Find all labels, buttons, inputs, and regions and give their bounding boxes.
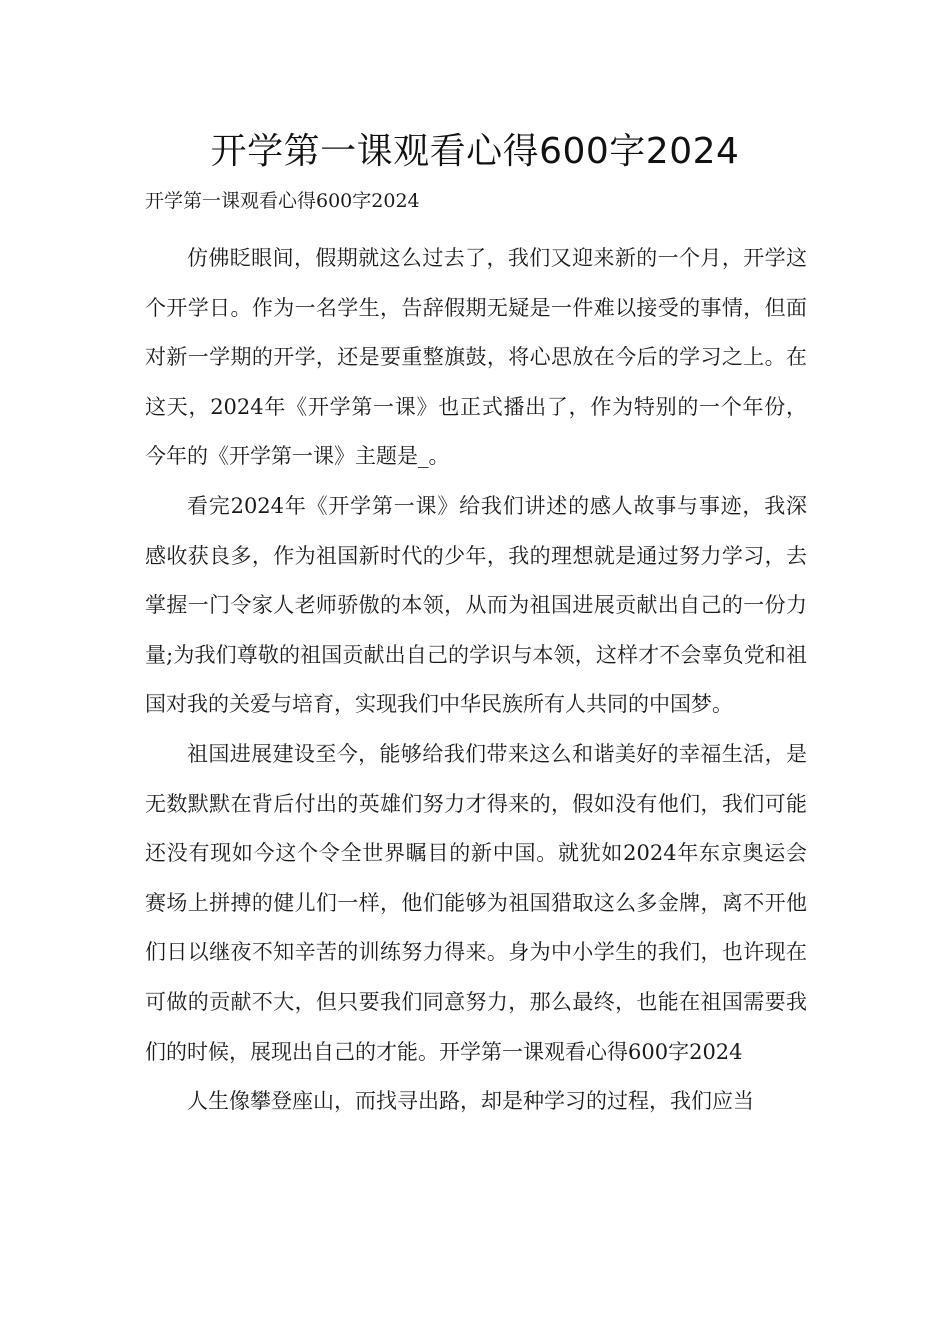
document-title: 开学第一课观看心得600字2024 xyxy=(210,131,740,172)
paragraph-2: 看完2024年《开学第一课》给我们讲述的感人故事与事迹，我深感收获良多，作为祖国新时代的少年，我的理想就是通过努力学习，去掌握一门令家人老师骄傲的本领，从而为祖国进展贡献出自己的一份力量;为我们尊敬的祖国贡献出自己的学识与本领，这样才不会辜负党和祖国对我的关爱与培育，实现我们中华民族所有人共同的中国梦。 xyxy=(145,493,807,717)
paragraph-4: 人生像攀登座山，而找寻出路，却是种学习的过程，我们应当 xyxy=(187,1089,754,1114)
document-body xyxy=(145,234,807,1127)
paragraph-1: 仿佛眨眼间，假期就这么过去了，我们又迎来新的一个月，开学这个开学日。作为一名学生，告辞假期无疑是一件难以接受的事情，但面对新一学期的开学，还是要重整旗鼓，将心思放在今后的学习之上。在这天，2024年《开学第一课》也正式播出了，作为特别的一个年份，今年的《开学第一课》主题是_。 xyxy=(145,246,807,469)
paragraph-3: 祖国进展建设至今，能够给我们带来这么和谐美好的幸福生活，是无数默默在背后付出的英雄们努力才得来的，假如没有他们，我们可能还没有现如今这个令全世界瞩目的新中国。就犹如2024年东京奥运会赛场上拼搏的健儿们一样，他们能够为祖国猎取这么多金牌，离不开他们日以继夜不知辛苦的训练努力得来。身为中小学生的我们，也许现在可做的贡献不大，但只要我们同意努力，那么最终，也能在祖国需要我们的时候，展现出自己的才能。开学第一课观看心得600字2024 xyxy=(145,741,807,1064)
document-subtitle: 开学第一课观看心得600字2024 xyxy=(145,190,420,212)
